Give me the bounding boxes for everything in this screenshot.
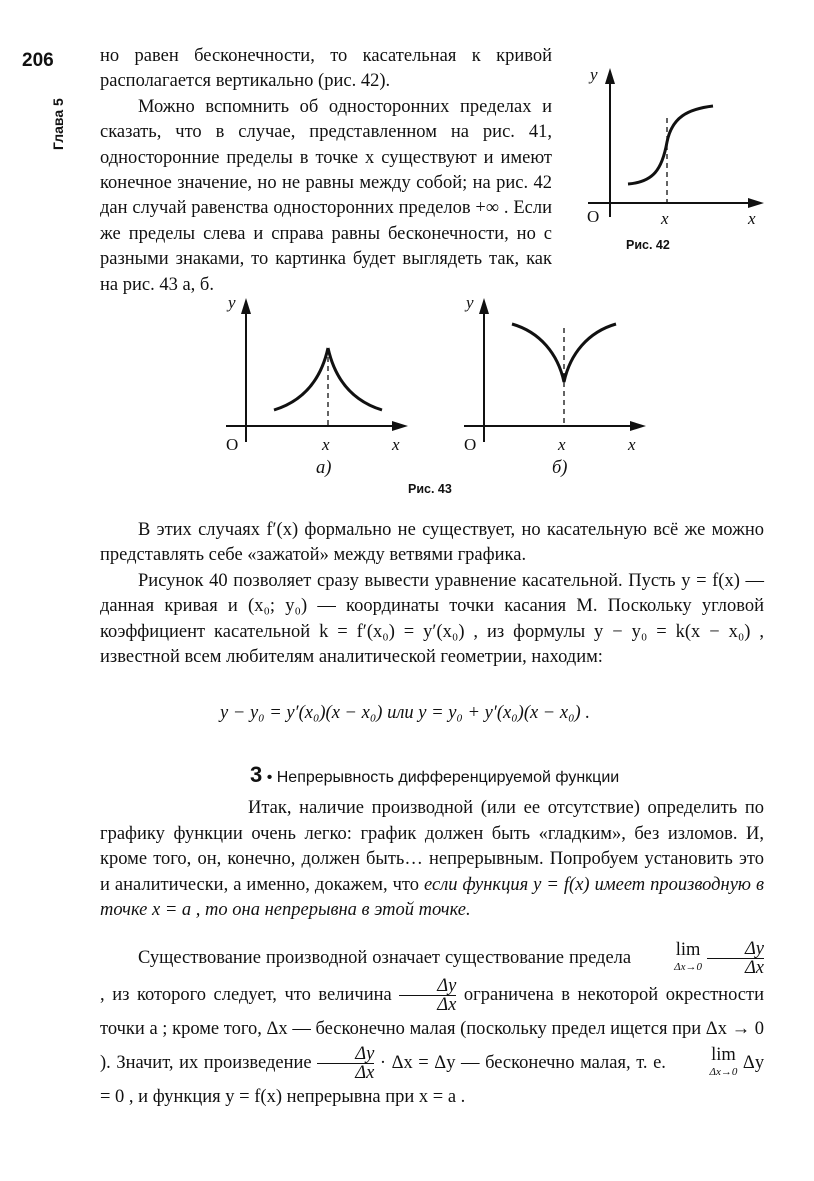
fig43b-y-label: y [466, 293, 474, 312]
p6-part-a: Существование производной означает существование предела [138, 947, 632, 968]
fig42-caption: Рис. 42 [626, 238, 670, 252]
tangent-formula: y − y₀ = y′(x₀)(x − x₀) или y = y₀ + y′(x₀)(x − x₀) . [220, 703, 590, 723]
fig43b-x-arrow [630, 421, 646, 431]
fig43a-y-arrow [241, 298, 251, 314]
fig43b-curve-right [564, 324, 616, 382]
paragraph-2-text: Можно вспомнить об односторонних пределах и сказать, что в случае, представленном на рис. 41, односторонние пределы в точке x существуют и имеют конечное значение, но не равны между собой; на рис. 42 дан случай равенства односторонних пределов +∞ . Если же пределы слева и справа равны бесконечности, но с разными знаками, то картинка будет выглядеть так, как на рис. 43 а, б. [100, 96, 552, 295]
fig43a-origin-label: O [226, 435, 239, 454]
paragraph-5-plain: Итак, наличие производной (или ее отсутствие) определить по графику функции очень легко: график должен быть «гладким», без изломов. И, кроме того, он, конечно, должен быть… непрерывным. Попробуем установить это и аналитически, а именно, докажем, что [100, 798, 764, 895]
figure-43b [460, 290, 660, 475]
fig42-origin-label: O [587, 207, 600, 226]
paragraph-1 [100, 44, 552, 298]
fig43-caption: Рис. 43 [408, 482, 452, 496]
fig42-x-arrow [748, 198, 764, 208]
paragraph-3 [100, 518, 764, 670]
frac2-den: Δx [399, 995, 456, 1014]
paragraph-1-text: но равен бесконечности, то касательная к кривой располагается вертикально (рис. 42). [100, 46, 552, 92]
fig42-x-label: x [748, 209, 756, 228]
fig42-curve [628, 106, 713, 184]
frac3-num: Δy [355, 1044, 375, 1064]
fraction-3 [317, 1045, 374, 1082]
paragraph-5 [100, 796, 764, 924]
fig43a-y-label: y [228, 293, 236, 312]
lim-word-1: lim [675, 939, 701, 960]
figure-43a [222, 290, 422, 475]
lim-under-1: Δx→0 [674, 960, 702, 973]
p6-part-e: Δy = 0 , и функция y = f(x) непрерывна при x = a . [100, 1052, 765, 1107]
fig43a-x-label: x [392, 435, 400, 454]
p6-part-d: · Δx = Δy — бесконечно малая, т. е. [379, 1052, 666, 1073]
frac2-num: Δy [437, 976, 457, 996]
fig43a-x-tick-label: x [322, 435, 330, 454]
fig43a-sublabel: а) [316, 458, 332, 478]
fig42-y-label: y [590, 65, 598, 84]
chapter-label: Глава 5 [50, 98, 66, 150]
fig42-x-tick-label: x [661, 209, 669, 228]
paragraph-5-theorem: если функция y = f(x) имеет производную в точке x = a , то она непрерывна в этой точке. [100, 874, 765, 921]
fig43b-curve-left [512, 324, 564, 382]
fraction-2 [399, 977, 456, 1014]
paragraph-6-text [100, 940, 764, 1113]
fig42-y-arrow [605, 68, 615, 84]
frac3-den: Δx [317, 1063, 374, 1082]
section-title: • Непрерывность дифференцируемой функции [262, 769, 620, 786]
fig43a-x-arrow [392, 421, 408, 431]
fig43b-origin-label: O [464, 435, 477, 454]
limit-expression-2 [672, 1044, 738, 1081]
frac1-num: Δy [744, 939, 765, 959]
p6-part-b: , из которого следует, что величина [100, 984, 392, 1005]
paragraph-4-text: Рисунок 40 позволяет сразу вывести уравнение касательной. Пусть y = f(x) — данная кривая и (x₀; y₀) — координаты точки касания M. Поскольку угловой коэффициент касательной k = f′(x₀) = y′(x₀) , из формулы y − y₀ = k(x − x₀) , известной всем любителям аналитической геометрии, находим: [100, 570, 764, 668]
section-heading [250, 762, 619, 788]
paragraph-5-text [100, 796, 764, 924]
figure-42 [578, 62, 778, 262]
lim-under-2: Δx→0 [709, 1065, 738, 1078]
fig43b-sublabel: б) [552, 458, 568, 478]
limit-expression-1 [636, 939, 702, 976]
fig43b-x-tick-label: x [558, 435, 566, 454]
fig43a-curve-left [274, 348, 328, 410]
fig43a-curve-right [328, 348, 382, 410]
fig43b-x-label: x [628, 435, 636, 454]
fig43b-y-arrow [479, 298, 489, 314]
page-number: 206 [22, 50, 54, 71]
fraction-1 [707, 940, 764, 977]
lim-word-2: lim [711, 1044, 736, 1065]
section-number: 3 [250, 762, 263, 787]
paragraph-3-text: В этих случаях f′(x) формально не существует, но касательную всё же можно представлять себе «зажатой» между ветвями графика. [100, 520, 764, 566]
frac1-den: Δx [707, 958, 764, 977]
p6-part-c: ограничена в некоторой окрестности точки a ; кроме того, Δx — бесконечно малая (поскольку предел ищется при Δx → 0 ). Значит, их произведение [100, 984, 764, 1073]
paragraph-6 [100, 940, 764, 1113]
